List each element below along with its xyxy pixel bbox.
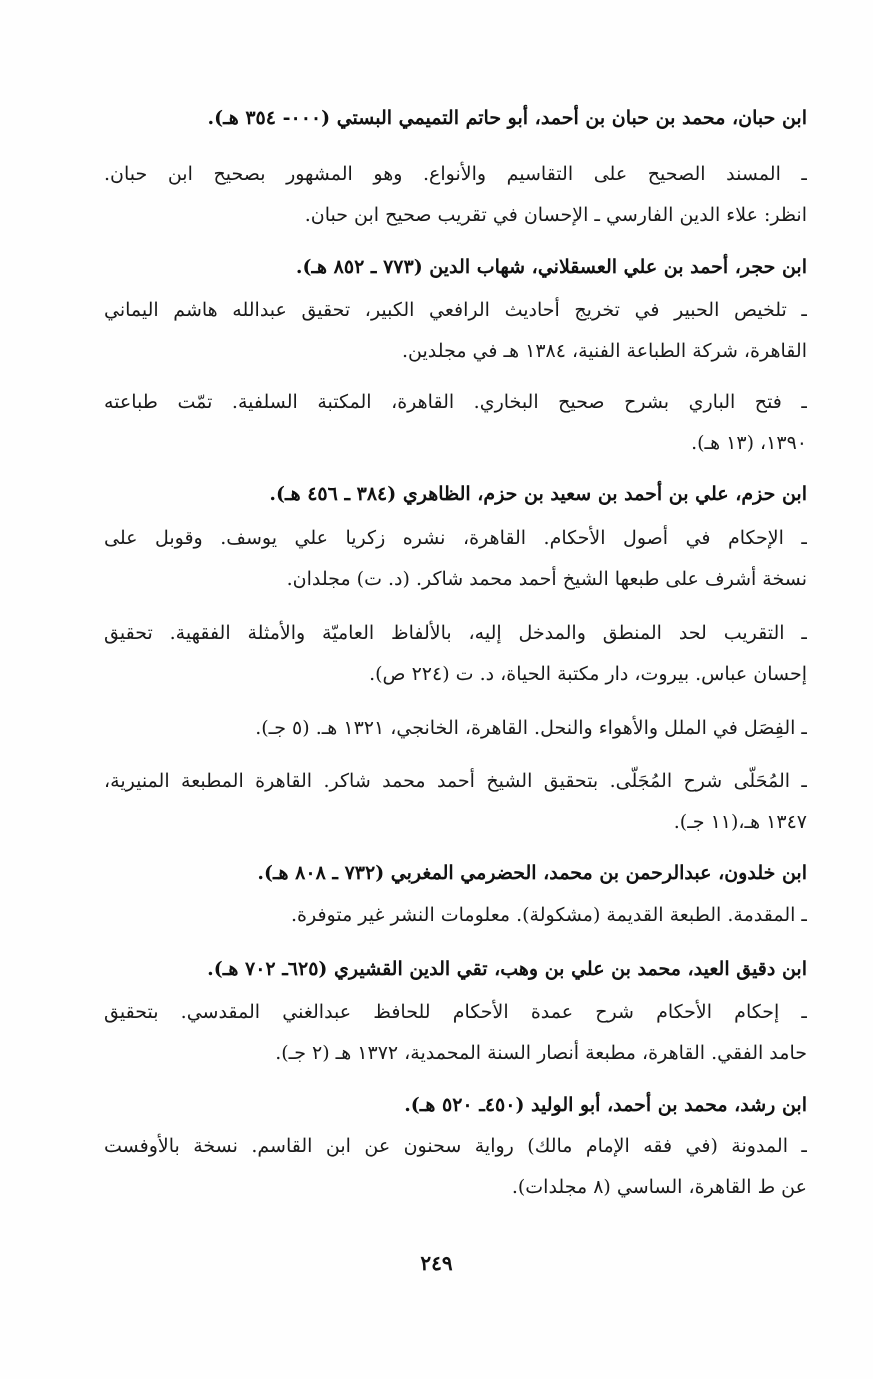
work-line: انظر: علاء الدين الفارسي ـ الإحسان في تقريب صحيح ابن حبان. [304,204,807,226]
work-line: حامد الفقي. القاهرة، مطبعة أنصار السنة المحمدية، ١٣٧٢ هـ (٢ جـ). [275,1042,807,1064]
entry-heading: ابن حزم، علي بن أحمد بن سعيد بن حزم، الظاهري (٣٨٤ ـ ٤٥٦ هـ). [269,483,807,505]
work-line: ـ المُحَلّى شرح المُجَلّى. بتحقيق الشيخ أحمد محمد شاكر. القاهرة المطبعة المنيرية، [104,770,807,792]
work-line: ـ المدونة (في فقه الإمام مالك) رواية سحنون عن ابن القاسم. نسخة بالأوفست [104,1135,807,1157]
work-line: إحسان عباس. بيروت، دار مكتبة الحياة، د. ت (٢٢٤ ص). [369,663,807,685]
work-line: ـ إحكام الأحكام شرح عمدة الأحكام للحافظ عبدالغني المقدسي. بتحقيق [104,1001,807,1023]
work-line: ـ فتح الباري بشرح صحيح البخاري. القاهرة، المكتبة السلفية. تمّت طباعته [104,391,807,413]
entry-heading: ابن دقيق العيد، محمد بن علي بن وهب، تقي الدين القشيري (٦٢٥ـ ٧٠٢ هـ). [207,958,807,980]
entry-heading: ابن خلدون، عبدالرحمن بن محمد، الحضرمي المغربي (٧٣٢ ـ ٨٠٨ هـ). [257,862,807,884]
work-line: عن ط القاهرة، الساسي (٨ مجلدات). [511,1176,807,1198]
entry-heading: ابن حجر، أحمد بن علي العسقلاني، شهاب الدين (٧٧٣ ـ ٨٥٢ هـ). [295,256,807,278]
entry-heading: ابن رشد، محمد بن أحمد، أبو الوليد (٤٥٠ـ ٥٢٠ هـ). [404,1094,807,1116]
work-line: نسخة أشرف على طبعها الشيخ أحمد محمد شاكر. (د. ت) مجلدان. [286,568,807,590]
entry-heading: ابن حبان، محمد بن حبان بن أحمد، أبو حاتم التميمي البستي (٠٠٠- ٣٥٤ هـ). [207,107,807,129]
work-line: ١٣٤٧ هـ،(١١ جـ). [673,811,807,833]
work-line: ـ المسند الصحيح على التقاسيم والأنواع. وهو المشهور بصحيح ابن حبان. [104,163,807,185]
page-number: ٢٤٩ [420,1251,453,1275]
work-line: ـ التقريب لحد المنطق والمدخل إليه، بالألفاظ العاميّة والأمثلة الفقهية. تحقيق [104,622,807,644]
work-line: ـ تلخيص الحبير في تخريج أحاديث الرافعي الكبير، تحقيق عبدالله هاشم اليماني [104,299,807,321]
work-line: ١٣٩٠، (١٣ هـ). [691,432,807,454]
work-line: ـ المقدمة. الطبعة القديمة (مشكولة). معلومات النشر غير متوفرة. [290,904,807,926]
work-line: ـ الفِصَل في الملل والأهواء والنحل. القاهرة، الخانجي، ١٣٢١ هـ. (٥ جـ). [255,717,807,739]
work-line: القاهرة، شركة الطباعة الفنية، ١٣٨٤ هـ في مجلدين. [402,340,807,362]
work-line: ـ الإحكام في أصول الأحكام. القاهرة، نشره زكريا علي يوسف. وقوبل على [104,527,807,549]
